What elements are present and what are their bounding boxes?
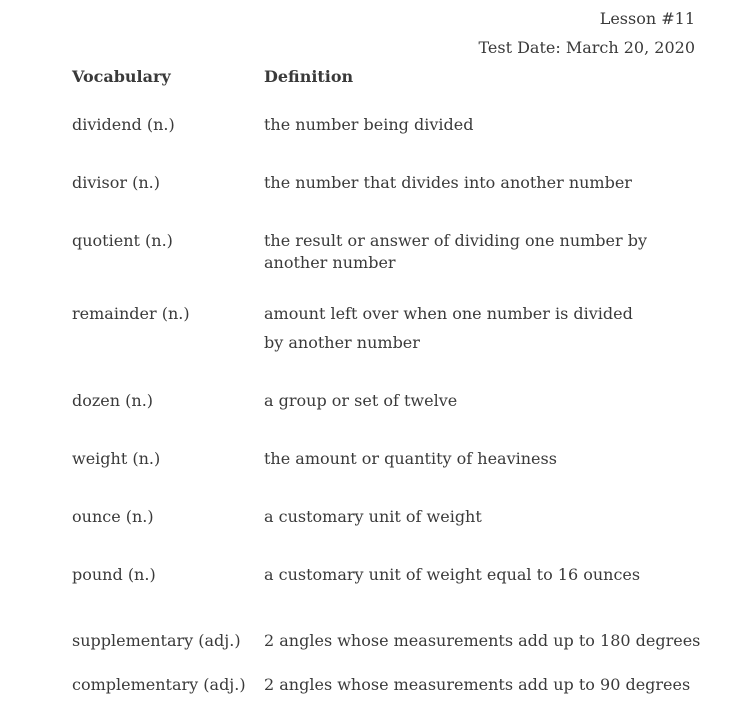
definition-column-header: Definition bbox=[264, 67, 354, 86]
vocab-definition bbox=[264, 303, 704, 354]
vocab-definition bbox=[264, 114, 704, 136]
definition-line: the number that divides into another number bbox=[264, 173, 632, 192]
vocab-term: divisor (n.) bbox=[72, 173, 160, 192]
vocab-term: remainder (n.) bbox=[72, 304, 190, 323]
vocab-definition bbox=[264, 674, 704, 696]
definition-line: the result or answer of dividing one number by bbox=[264, 231, 648, 250]
definition-line: amount left over when one number is divided bbox=[264, 304, 633, 323]
test-date: Test Date: March 20, 2020 bbox=[478, 38, 695, 57]
vocab-term: supplementary (adj.) bbox=[72, 631, 241, 650]
definition-line: the number being divided bbox=[264, 115, 474, 134]
vocab-term: dozen (n.) bbox=[72, 391, 154, 410]
lesson-number: Lesson #11 bbox=[599, 9, 695, 28]
definition-line: a customary unit of weight bbox=[264, 507, 482, 526]
vocab-term: ounce (n.) bbox=[72, 507, 154, 526]
vocab-definition bbox=[264, 172, 704, 194]
vocab-definition bbox=[264, 564, 704, 586]
vocab-term: quotient (n.) bbox=[72, 231, 173, 250]
vocabulary-column-header: Vocabulary bbox=[72, 67, 171, 86]
vocab-definition bbox=[264, 630, 704, 652]
definition-line: another number bbox=[264, 253, 396, 272]
vocab-term: pound (n.) bbox=[72, 565, 156, 584]
definition-line: the amount or quantity of heaviness bbox=[264, 449, 557, 468]
definition-line: by another number bbox=[264, 333, 420, 352]
vocab-term: dividend (n.) bbox=[72, 115, 175, 134]
definition-line: 2 angles whose measurements add up to 180 degrees bbox=[264, 631, 701, 650]
vocab-definition bbox=[264, 506, 704, 528]
vocab-definition bbox=[264, 390, 704, 412]
vocab-term: complementary (adj.) bbox=[72, 675, 246, 694]
vocab-definition bbox=[264, 448, 704, 470]
vocab-definition bbox=[264, 230, 704, 274]
definition-line: 2 angles whose measurements add up to 90 degrees bbox=[264, 675, 691, 694]
definition-line: a customary unit of weight equal to 16 ounces bbox=[264, 565, 641, 584]
vocab-term: weight (n.) bbox=[72, 449, 161, 468]
definition-line: a group or set of twelve bbox=[264, 391, 458, 410]
